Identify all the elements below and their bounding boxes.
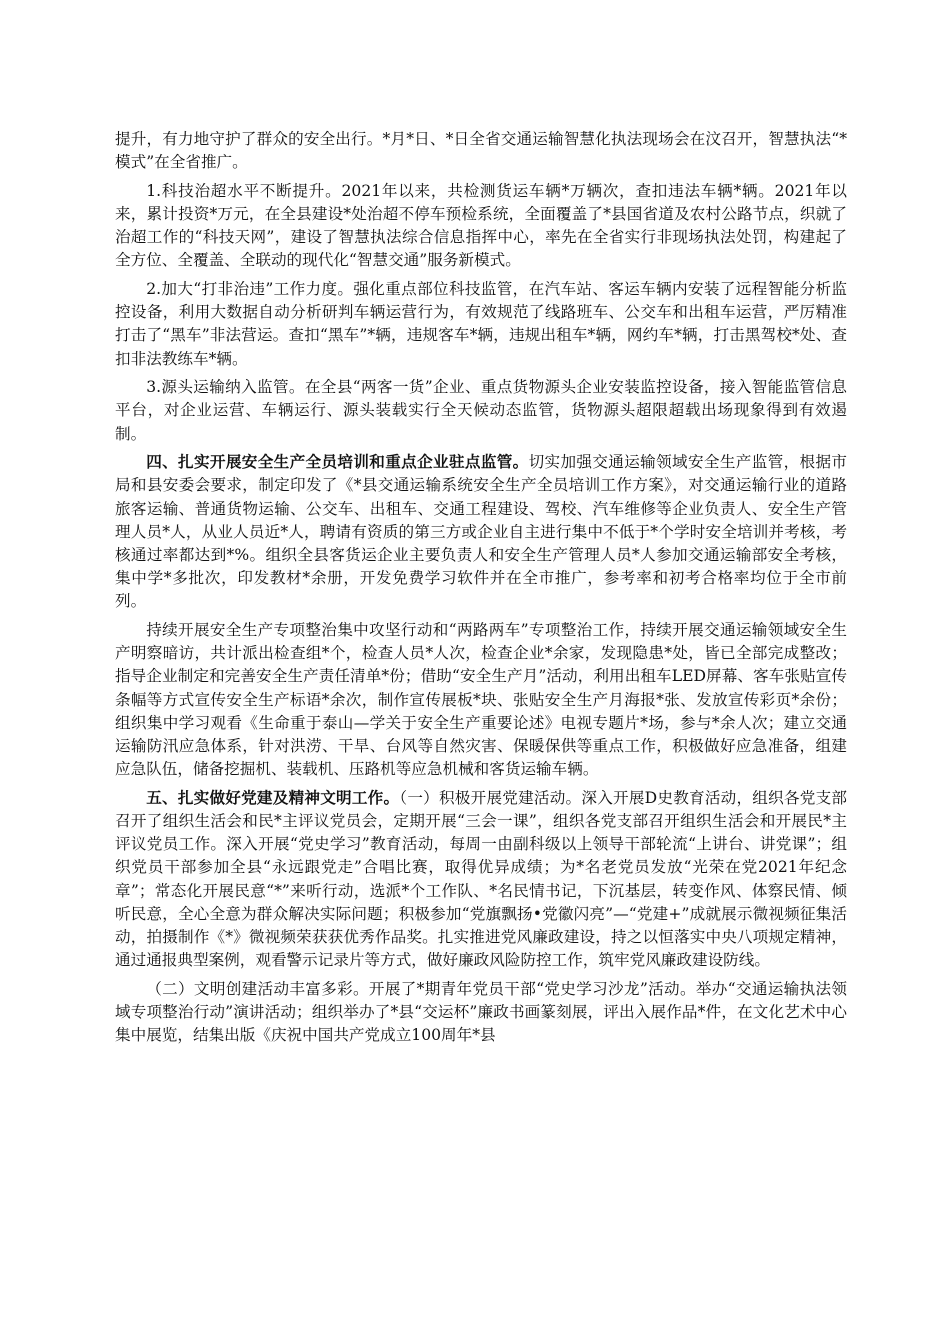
paragraph-continuation: 提升，有力地守护了群众的安全出行。*月*日、*日全省交通运输智慧化执法现场会在汶召开，智慧执法“*模式”在全省推广。 xyxy=(115,130,847,172)
paragraph-civilization: （二）文明创建活动丰富多彩。开展了*期青年党员干部“党史学习沙龙”活动。举办“交通运输执法领域专项整治行动”演讲活动；组织举办了*县“交运杯”廉政书画篆刻展，评出入展作品*件，在文化艺术中心集中展览，结集出版《庆祝中国共产党成立100周年*县 xyxy=(115,979,847,1045)
paragraph-section-five xyxy=(115,787,847,973)
section-four-text: 切实加强交通运输领域安全生产监管，根据市局和县安委会要求，制定印发了《*县交通运输系统安全生产全员培训工作方案》，对交通运输行业的道路旅客运输、普通货物运输、公交车、出租车、交通工程建设、驾校、汽车维修等企业负责人、安全生产管理人员*人，从业人员近*人，聘请有资质的第三方或企业自主进行集中不低于*个学时安全培训并考核，考核通过率都达到*%。组织全县客货运企业主要负责人和安全生产管理人员*人参加交通运输部安全考核，集中学*多批次，印发教材*余册，开发免费学习软件并在全市推广，参考率和初考合格率均位于全市前列。 xyxy=(115,453,847,611)
paragraph-illegal-operation: 2.加大“打非治违”工作力度。强化重点部位科技监管，在汽车站、客运车辆内安装了远程智能分析监控设备，利用大数据自动分析研判车辆运营行为，有效规范了线路班车、公交车和出租车运营，严厉精准打击了“黑车”非法营运。查扣“黑车”*辆，违规客车*辆，违规出租车*辆，网约车*辆，打击黑驾校*处、查扣非法教练车*辆。 xyxy=(115,280,847,368)
paragraph-section-four xyxy=(115,451,847,613)
document-body xyxy=(115,128,847,1053)
paragraph-source-transport: 3.源头运输纳入监管。在全县“两客一货”企业、重点货物源头企业安装监控设备，接入智能监管信息平台，对企业运营、车辆运行、源头装载实行全天候动态监管，货物源头超限超载出场现象得到有效遏制。 xyxy=(115,378,847,443)
section-five-text: （一）积极开展党建活动。深入开展D史教育活动，组织各党支部召开了组织生活会和民*主评议党员会，定期开展“三会一课”，组织各党支部召开组织生活会和开展民*主评议党员工作。深入开展“党史学习”教育活动，每周一由副科级以上领导干部轮流“上讲台、讲党课”；组织党员干部参加全县“永远跟党走”合唱比赛，取得优异成绩；为*名老党员发放“光荣在党2021年纪念章”；常态化开展民意“*”来听行动，选派*个工作队、*名民情书记，下沉基层，转变作风、体察民情、倾听民意，全心全意为群众解决实际问题；积极参加“党旗飘扬•党徽闪亮”—“党建+”成就展示微视频征集活动，拍摄制作《*》微视频荣获获优秀作品奖。扎实推进党风廉政建设，持之以恒落实中央八项规定精神，通过通报典型案例，观看警示记录片等方式，做好廉政风险防控工作，筑牢党风廉政建设防线。 xyxy=(115,788,847,970)
paragraph-tech-overload: 1.科技治超水平不断提升。2021年以来，共检测货运车辆*万辆次，查扣违法车辆*辆。2021年以来，累计投资*万元，在全县建设*处治超不停车预检系统，全面覆盖了*县国省道及农村公路节点，织就了治超工作的“科技天网”，建设了智慧执法综合信息指挥中心，率先在全省实行非现场执法处罚，构建起了全方位、全覆盖、全联动的现代化“智慧交通”服务新模式。 xyxy=(115,181,847,270)
section-five-heading: 五、扎实做好党建及精神文明工作。 xyxy=(146,788,400,807)
paragraph-special-rectification: 持续开展安全生产专项整治集中攻坚行动和“两路两车”专项整治工作，持续开展交通运输领域安全生产明察暗访，共计派出检查组*个，检查人员*人次，检查企业*余家，发现隐患*处，皆已全部完成整改；指导企业制定和完善安全生产责任清单*份；借助“安全生产月”活动，利用出租车LED屏幕、客车张贴宣传条幅等方式宣传安全生产标语*余次，制作宣传展板*块、张贴安全生产月海报*张、发放宣传彩页*余份；组织集中学习观看《生命重于泰山—学关于安全生产重要论述》电视专题片*场，参与*余人次；建立交通运输防汛应急体系，针对洪涝、干旱、台风等自然灾害、保暖保供等重点工作，积极做好应急准备，组建应急队伍，储备挖掘机、装载机、压路机等应急机械和客货运输车辆。 xyxy=(115,621,847,779)
section-four-heading: 四、扎实开展安全生产全员培训和重点企业驻点监管。 xyxy=(146,453,529,472)
